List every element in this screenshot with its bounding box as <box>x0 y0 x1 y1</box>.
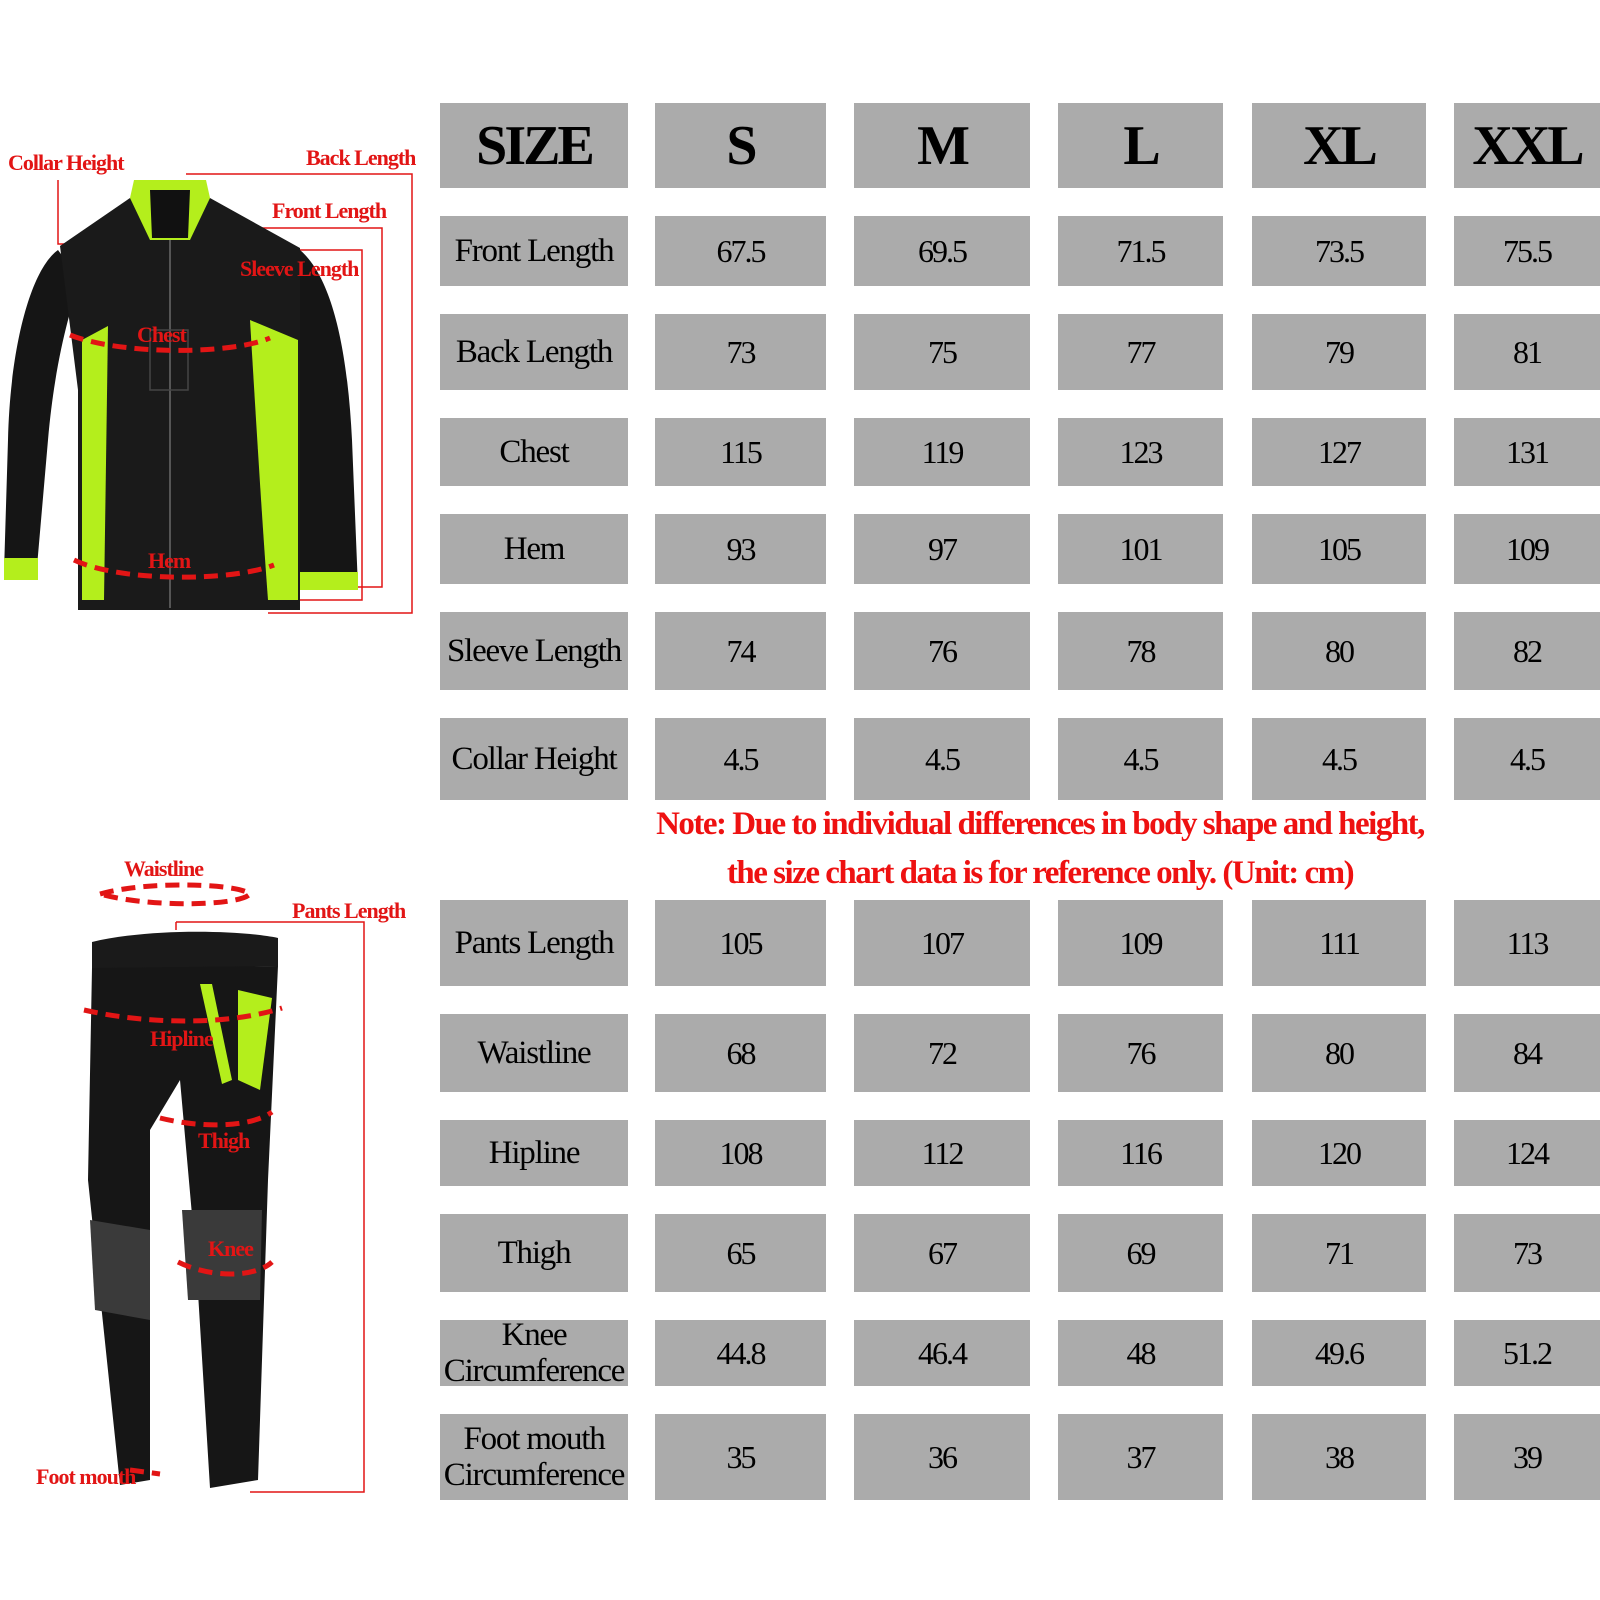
size-xl-header: XL <box>1252 103 1426 188</box>
size-xxl-header: XXL <box>1454 103 1600 188</box>
table-cell: 4.5 <box>655 718 826 800</box>
table-cell: 127 <box>1252 418 1426 486</box>
table-cell: 67.5 <box>655 216 826 286</box>
table-cell: 105 <box>1252 514 1426 584</box>
hem-label: Hem <box>148 548 191 573</box>
table-cell: 109 <box>1454 514 1600 584</box>
table-cell: 120 <box>1252 1120 1426 1186</box>
table-cell: 80 <box>1252 612 1426 690</box>
size-note <box>610 800 1470 898</box>
row-label: Collar Height <box>440 718 628 800</box>
table-cell: 105 <box>655 900 826 986</box>
table-cell: 65 <box>655 1214 826 1292</box>
table-cell: 97 <box>854 514 1030 584</box>
table-cell: 116 <box>1058 1120 1223 1186</box>
table-cell: 36 <box>854 1414 1030 1500</box>
table-cell: 131 <box>1454 418 1600 486</box>
row-label: Foot mouth Circumference <box>440 1414 628 1500</box>
row-label: Hipline <box>440 1120 628 1186</box>
table-cell: 112 <box>854 1120 1030 1186</box>
table-cell: 37 <box>1058 1414 1223 1500</box>
row-label: Waistline <box>440 1014 628 1092</box>
row-label: Chest <box>440 418 628 486</box>
table-cell: 84 <box>1454 1014 1600 1092</box>
row-label: Pants Length <box>440 900 628 986</box>
table-cell: 113 <box>1454 900 1600 986</box>
table-cell: 77 <box>1058 314 1223 390</box>
table-cell: 75 <box>854 314 1030 390</box>
table-cell: 39 <box>1454 1414 1600 1500</box>
back-length-label: Back Length <box>306 145 416 170</box>
row-label: Hem <box>440 514 628 584</box>
table-cell: 124 <box>1454 1120 1600 1186</box>
table-cell: 4.5 <box>1252 718 1426 800</box>
chest-label: Chest <box>137 322 186 347</box>
table-cell: 80 <box>1252 1014 1426 1092</box>
table-cell: 4.5 <box>854 718 1030 800</box>
table-cell: 73 <box>1454 1214 1600 1292</box>
waistline-label: Waistline <box>124 856 204 881</box>
table-cell: 69 <box>1058 1214 1223 1292</box>
collar-height-label: Collar Height <box>8 150 124 175</box>
table-cell: 76 <box>854 612 1030 690</box>
table-cell: 111 <box>1252 900 1426 986</box>
table-cell: 73 <box>655 314 826 390</box>
table-cell: 115 <box>655 418 826 486</box>
size-m-header: M <box>854 103 1030 188</box>
row-label: Knee Circumference <box>440 1320 628 1386</box>
row-label: Sleeve Length <box>440 612 628 690</box>
table-cell: 123 <box>1058 418 1223 486</box>
thigh-label: Thigh <box>198 1128 250 1153</box>
sleeve-length-label: Sleeve Length <box>240 256 359 281</box>
table-cell: 82 <box>1454 612 1600 690</box>
table-cell: 71.5 <box>1058 216 1223 286</box>
row-label: Thigh <box>440 1214 628 1292</box>
table-cell: 108 <box>655 1120 826 1186</box>
row-label: Front Length <box>440 216 628 286</box>
table-cell: 35 <box>655 1414 826 1500</box>
table-cell: 119 <box>854 418 1030 486</box>
note-line-1: Note: Due to individual differences in body shape and height, <box>656 806 1424 842</box>
table-cell: 4.5 <box>1058 718 1223 800</box>
table-cell: 81 <box>1454 314 1600 390</box>
table-cell: 73.5 <box>1252 216 1426 286</box>
table-cell: 4.5 <box>1454 718 1600 800</box>
size-header: SIZE <box>440 103 628 188</box>
table-cell: 49.6 <box>1252 1320 1426 1386</box>
foot-mouth-label: Foot mouth <box>36 1464 136 1489</box>
table-cell: 107 <box>854 900 1030 986</box>
table-cell: 78 <box>1058 612 1223 690</box>
table-cell: 76 <box>1058 1014 1223 1092</box>
size-s-header: S <box>655 103 826 188</box>
table-cell: 67 <box>854 1214 1030 1292</box>
table-cell: 51.2 <box>1454 1320 1600 1386</box>
pants-length-label: Pants Length <box>292 898 406 923</box>
table-cell: 46.4 <box>854 1320 1030 1386</box>
table-cell: 101 <box>1058 514 1223 584</box>
front-length-label: Front Length <box>272 198 387 223</box>
table-cell: 72 <box>854 1014 1030 1092</box>
table-cell: 38 <box>1252 1414 1426 1500</box>
row-label: Back Length <box>440 314 628 390</box>
hipline-label: Hipline <box>150 1026 213 1051</box>
knee-label: Knee <box>208 1236 253 1261</box>
table-cell: 71 <box>1252 1214 1426 1292</box>
note-line-2: the size chart data is for reference only. (Unit: cm) <box>726 855 1354 891</box>
table-cell: 69.5 <box>854 216 1030 286</box>
table-cell: 109 <box>1058 900 1223 986</box>
size-l-header: L <box>1058 103 1223 188</box>
table-cell: 44.8 <box>655 1320 826 1386</box>
table-cell: 93 <box>655 514 826 584</box>
table-cell: 68 <box>655 1014 826 1092</box>
table-cell: 75.5 <box>1454 216 1600 286</box>
table-cell: 79 <box>1252 314 1426 390</box>
table-cell: 74 <box>655 612 826 690</box>
table-cell: 48 <box>1058 1320 1223 1386</box>
